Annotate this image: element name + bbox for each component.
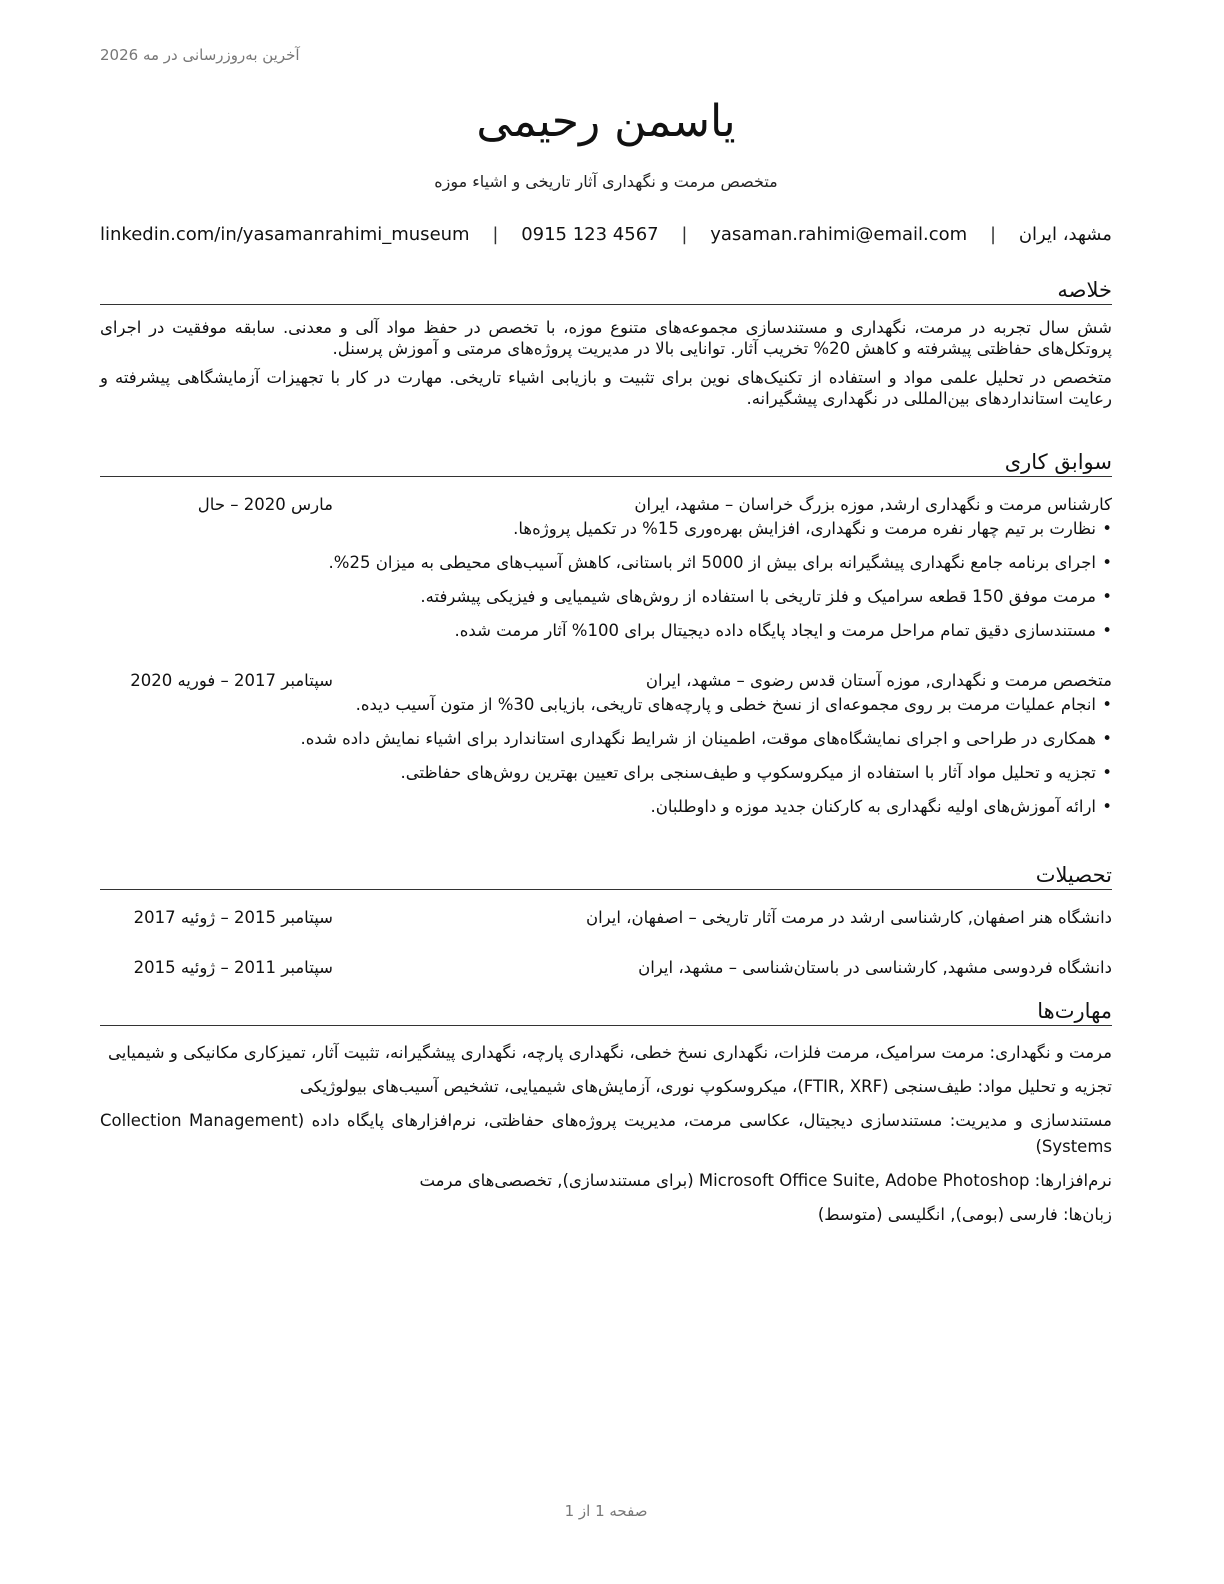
education-dates: سپتامبر 2015 – ژوئیه 2017 [133,908,333,927]
bullet-dot-icon: • [1102,519,1112,538]
bullet-dot-icon: • [1102,621,1112,640]
education-entry [100,956,1112,980]
skills-section [100,997,1112,1236]
bullet-item: • تجزیه و تحلیل مواد آثار با استفاده از میکروسکوپ و طیف‌سنجی برای تعیین بهترین روش‌های حفاظتی. [100,761,1112,795]
person-name: یاسمن رحیمی [476,96,736,147]
contact-separator: | [989,224,997,245]
bullet-item: • نظارت بر تیم چهار نفره مرمت و نگهداری، افزایش بهره‌وری 15% در تکمیل پروژه‌ها. [100,517,1112,551]
job-header [100,669,1112,693]
bullet-dot-icon: • [1102,553,1112,572]
phone-number[interactable]: 0915 123 4567 [521,224,659,245]
last-updated: آخرین به‌روزرسانی در مه 2026 [100,46,300,64]
job-dates: سپتامبر 2017 – فوریه 2020 [130,671,333,690]
job-bullets [100,517,1112,653]
summary-paragraph: متخصص در تحلیل علمی مواد و استفاده از تکنیک‌های نوین برای تثبیت و بازیابی اشیاء تاریخی. مهارت در کار با تجهیزات آزمایشگاهی پیشرفته و رعایت استانداردهای بین‌المللی در نگهداری پیشگیرانه. [100,368,1112,408]
bullet-dot-icon: • [1102,797,1112,816]
email-link[interactable]: yasaman.rahimi@email.com [710,224,968,245]
job-entry [100,493,1112,653]
job-role: متخصص مرمت و نگهداری, موزه آستان قدس رضوی – مشهد، ایران [645,671,1112,690]
summary-paragraph: شش سال تجربه در مرمت، نگهداری و مستندسازی مجموعه‌های متنوع موزه، با تخصص در حفظ مواد آلی و معدنی. سابقه موفقیت در اجرای پروتکل‌های حفاظتی پیشرفته و کاهش 20% تخریب آثار. توانایی بالا در مدیریت پروژه‌های مرمتی و آموزش پرسنل. [100,318,1112,358]
degree: دانشگاه هنر اصفهان, کارشناسی ارشد در مرمت آثار تاریخی – اصفهان، ایران [585,908,1112,927]
bullet-dot-icon: • [1102,729,1112,748]
degree: دانشگاه فردوسی مشهد, کارشناسی در باستان‌شناسی – مشهد، ایران [638,958,1112,977]
experience-section [100,448,1112,829]
bullet-item: • مرمت موفق 150 قطعه سرامیک و فلز تاریخی با استفاده از روش‌های شیمیایی و فیزیکی پیشرفته. [100,585,1112,619]
job-entry [100,669,1112,829]
page-number: صفحه 1 از 1 [564,1502,648,1520]
bullet-dot-icon: • [1102,763,1112,782]
education-entry [100,906,1112,930]
job-dates: مارس 2020 – حال [197,495,333,514]
bullet-item: • همکاری در طراحی و اجرای نمایشگاه‌های موقت، اطمینان از شرایط نگهداری استاندارد برای اشیاء نمایش داده شده. [100,727,1112,761]
experience-title: سوابق کاری [100,448,1112,477]
education-title: تحصیلات [100,861,1112,890]
skill-item: مستندسازی و مدیریت: مستندسازی دیجیتال، عکاسی مرمت، مدیریت پروژه‌های حفاظتی، نرم‌افزارهای پایگاه داده (Collection Management Systems) [100,1111,1112,1156]
linkedin-link[interactable]: linkedin.com/in/yasamanrahimi_museum [100,224,470,245]
skills-title: مهارت‌ها [100,997,1112,1026]
contact-separator: | [681,224,688,245]
summary-section [100,276,1112,409]
contact-line [100,224,1112,245]
job-title: متخصص مرمت و نگهداری آثار تاریخی و اشیاء موزه [434,172,778,191]
contact-separator: | [492,224,499,245]
resume-page [100,0,1112,1584]
education-section [100,861,1112,980]
job-bullets [100,693,1112,829]
job-role: کارشناس مرمت و نگهداری ارشد, موزه بزرگ خراسان – مشهد، ایران [634,495,1112,514]
bullet-item: • انجام عملیات مرمت بر روی مجموعه‌ای از نسخ خطی و پارچه‌های تاریخی، بازیابی 30% از متون آسیب دیده. [100,693,1112,727]
location: مشهد، ایران [1018,224,1112,245]
skill-item: مرمت و نگهداری: مرمت سرامیک، مرمت فلزات، نگهداری نسخ خطی، نگهداری پارچه، نگهداری پیشگیرانه، تثبیت آثار، تمیزکاری مکانیکی و شیمیایی [107,1043,1112,1062]
education-dates: سپتامبر 2011 – ژوئیه 2015 [133,958,333,977]
summary-title: خلاصه [100,276,1112,305]
bullet-item: • اجرای برنامه جامع نگهداری پیشگیرانه برای بیش از 5000 اثر باستانی، کاهش آسیب‌های محیطی به میزان 25%. [100,551,1112,585]
bullet-dot-icon: • [1102,587,1112,606]
bullet-dot-icon: • [1102,695,1112,714]
job-header [100,493,1112,517]
skill-item: زبان‌ها: فارسی (بومی), انگلیسی (متوسط) [817,1205,1112,1224]
skills-list [100,1040,1112,1228]
bullet-item: • مستندسازی دقیق تمام مراحل مرمت و ایجاد پایگاه داده دیجیتال برای 100% آثار مرمت شده. [100,619,1112,653]
skill-item: نرم‌افزارها: Microsoft Office Suite, Adobe Photoshop (برای مستندسازی), تخصصی‌های مرمت [419,1171,1112,1190]
bullet-item: • ارائه آموزش‌های اولیه نگهداری به کارکنان جدید موزه و داوطلبان. [100,795,1112,829]
skill-item: تجزیه و تحلیل مواد: طیف‌سنجی (FTIR, XRF)، میکروسکوپ نوری، آزمایش‌های شیمیایی، تشخیص آسیب‌های بیولوژیکی [299,1077,1112,1096]
